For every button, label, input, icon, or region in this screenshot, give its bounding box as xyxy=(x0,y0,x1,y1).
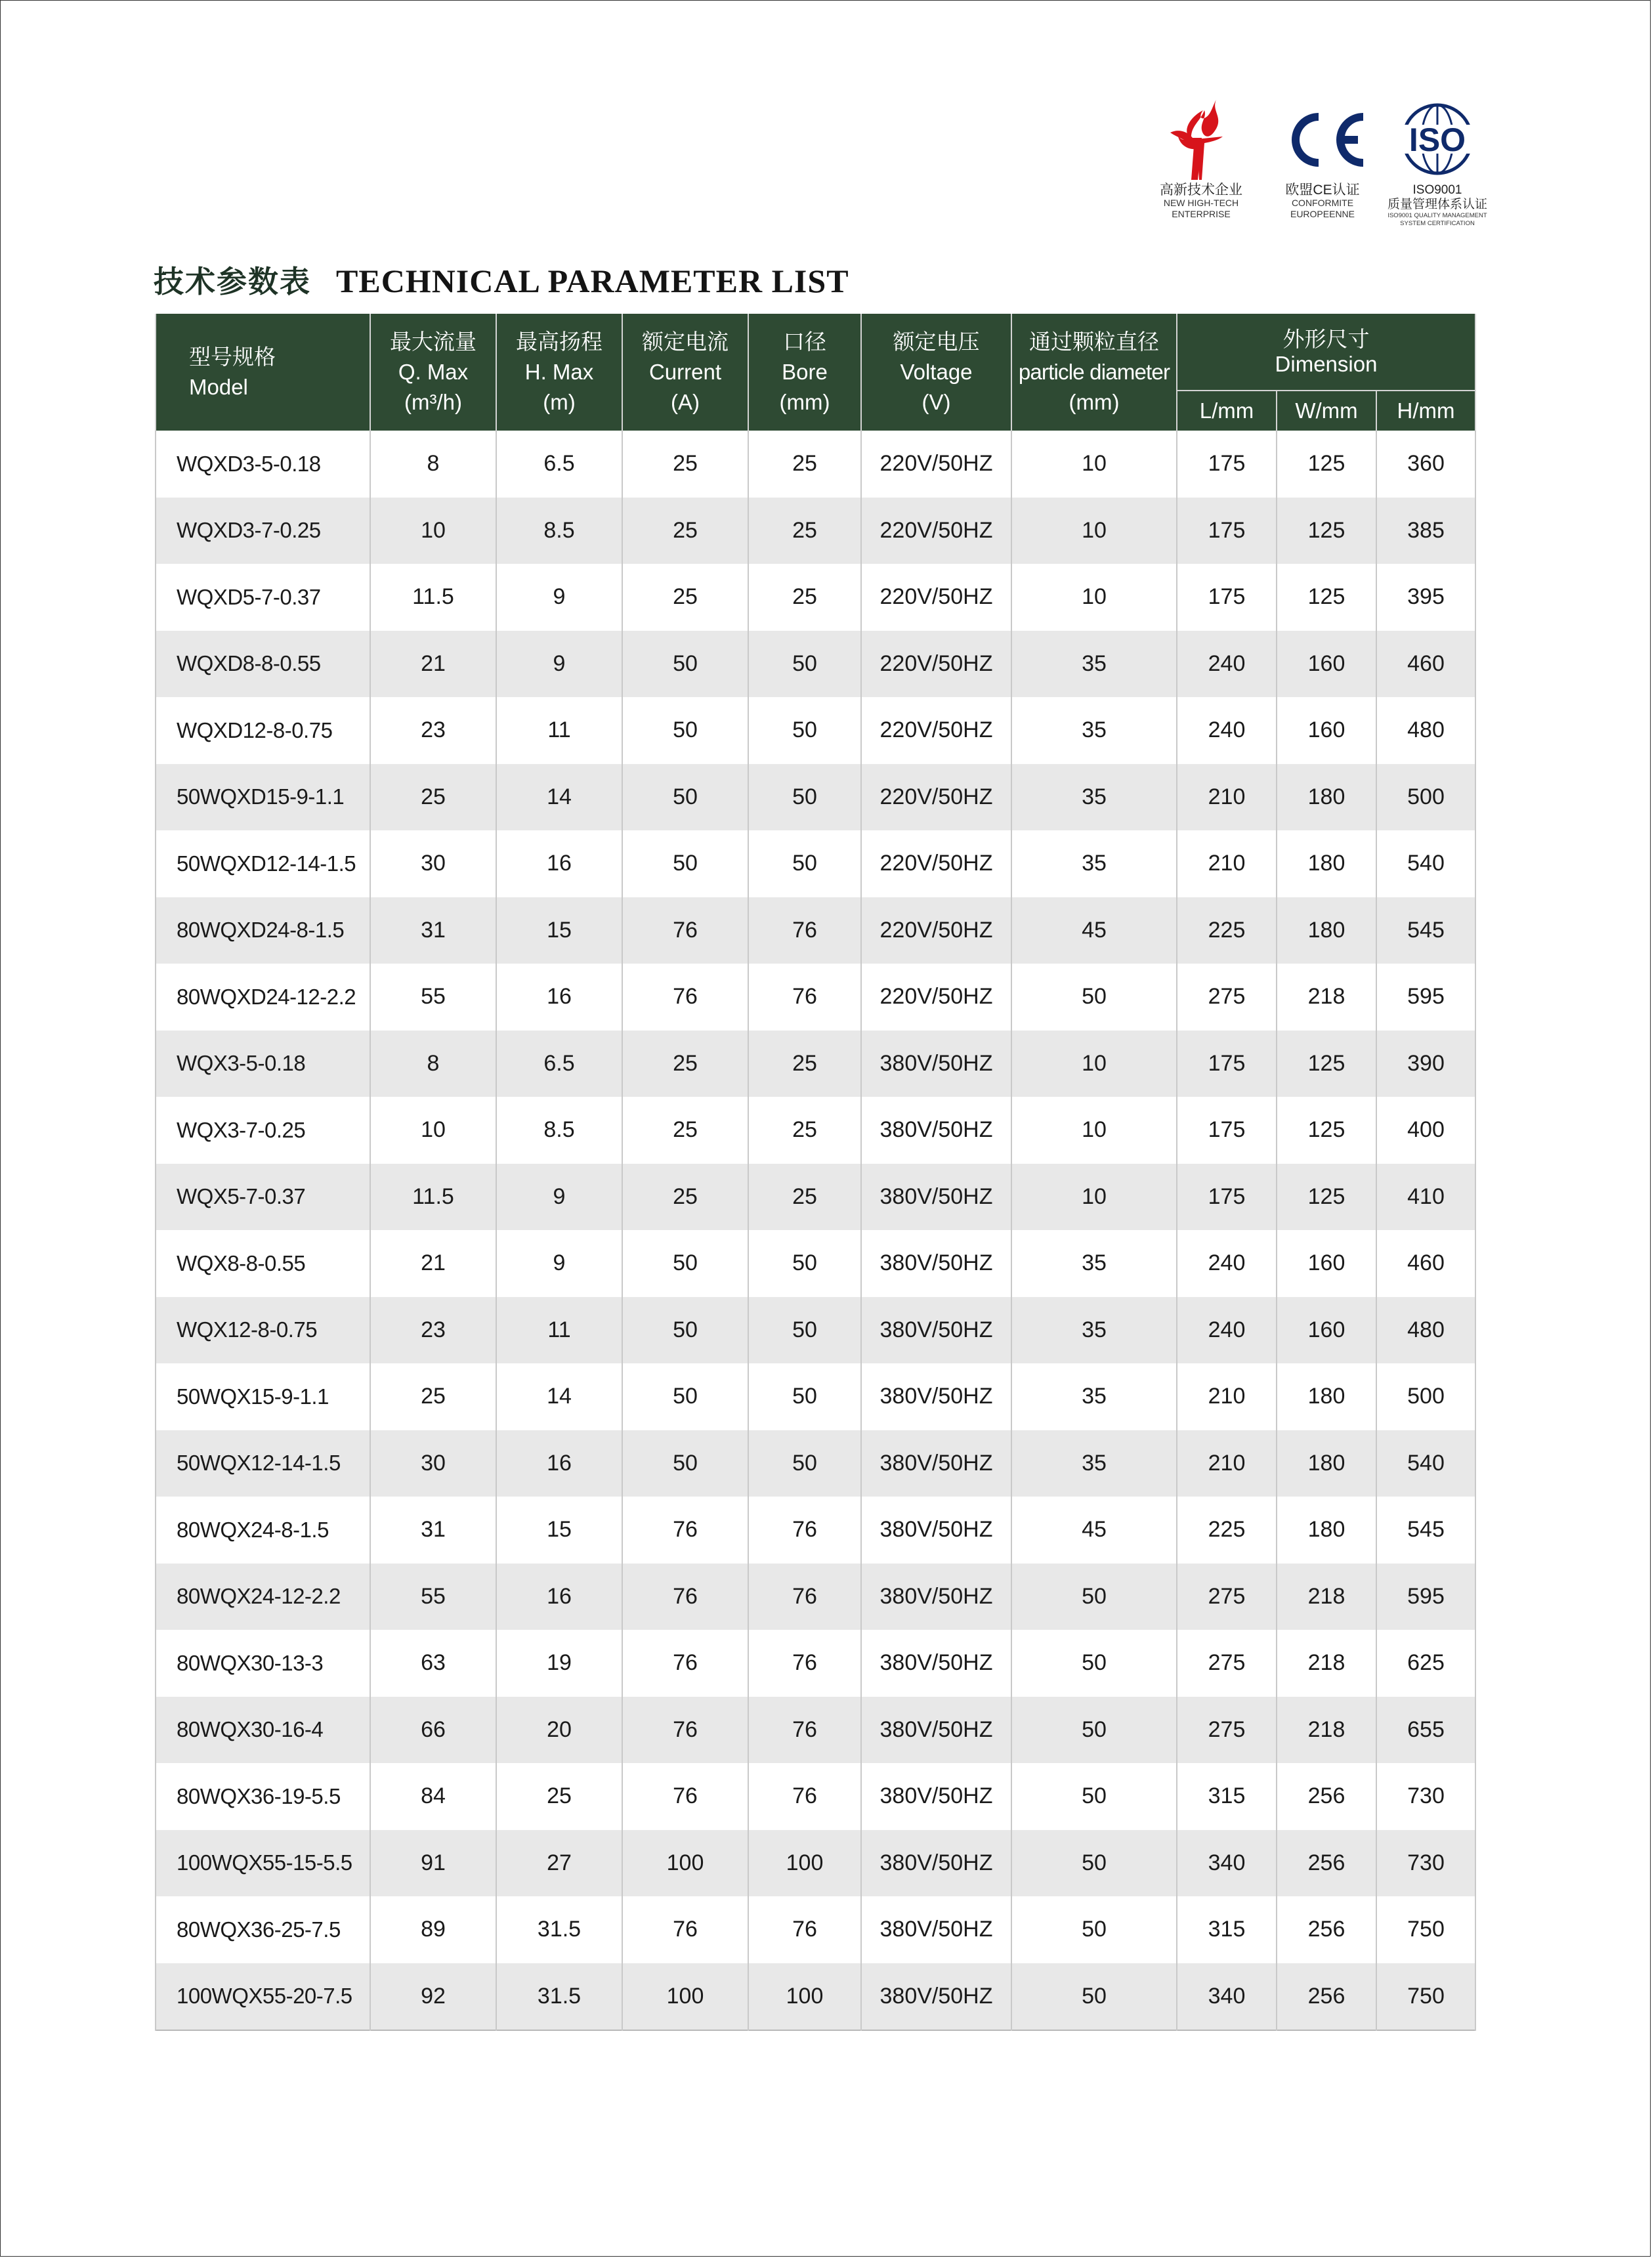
cell-hmax: 16 xyxy=(496,1430,622,1497)
cell-width: 256 xyxy=(1277,1830,1376,1897)
cell-model: 80WQX30-13-3 xyxy=(156,1630,370,1697)
cell-bore: 25 xyxy=(748,431,861,498)
table-row xyxy=(156,1497,1475,1564)
cell-voltage: 380V/50HZ xyxy=(861,1164,1011,1231)
cell-model: WQXD12-8-0.75 xyxy=(156,697,370,764)
cell-current: 50 xyxy=(622,830,748,897)
cert-cn-label: 欧盟CE认证 xyxy=(1285,182,1360,198)
cell-particle-diameter: 45 xyxy=(1011,897,1177,964)
cell-qmax: 23 xyxy=(370,697,496,764)
cell-length: 275 xyxy=(1177,1697,1277,1764)
cell-model: 100WQX55-15-5.5 xyxy=(156,1830,370,1897)
cell-model: 80WQXD24-12-2.2 xyxy=(156,964,370,1031)
header-voltage: 额定电压 Voltage (V) xyxy=(861,314,1011,431)
cell-bore: 50 xyxy=(748,1430,861,1497)
table-row xyxy=(156,1963,1475,2031)
cell-voltage: 380V/50HZ xyxy=(861,1363,1011,1430)
cell-hmax: 8.5 xyxy=(496,1097,622,1164)
cell-model: 80WQX24-8-1.5 xyxy=(156,1497,370,1564)
table-row xyxy=(156,1164,1475,1231)
header-bore: 口径 Bore (mm) xyxy=(748,314,861,431)
cert-iso-code: ISO9001 xyxy=(1412,183,1462,197)
table-row xyxy=(156,830,1475,897)
cell-current: 76 xyxy=(622,964,748,1031)
table-row xyxy=(156,1896,1475,1963)
header-dimension: 外形尺寸 Dimension xyxy=(1177,314,1475,391)
cell-width: 125 xyxy=(1277,1164,1376,1231)
cell-voltage: 220V/50HZ xyxy=(861,964,1011,1031)
header-qmax: 最大流量 Q. Max (m³/h) xyxy=(370,314,496,431)
cell-length: 210 xyxy=(1177,1430,1277,1497)
cell-particle-diameter: 50 xyxy=(1011,1630,1177,1697)
title-en: TECHNICAL PARAMETER LIST xyxy=(336,263,849,299)
table-row xyxy=(156,431,1475,498)
cell-bore: 25 xyxy=(748,564,861,631)
cell-model: 80WQX36-19-5.5 xyxy=(156,1763,370,1830)
cell-voltage: 220V/50HZ xyxy=(861,631,1011,698)
cell-current: 76 xyxy=(622,1763,748,1830)
cell-hmax: 6.5 xyxy=(496,431,622,498)
cell-voltage: 380V/50HZ xyxy=(861,1697,1011,1764)
cell-voltage: 380V/50HZ xyxy=(861,1830,1011,1897)
cell-height: 410 xyxy=(1376,1164,1475,1231)
cell-length: 275 xyxy=(1177,1630,1277,1697)
table-row xyxy=(156,1430,1475,1497)
cell-width: 180 xyxy=(1277,1363,1376,1430)
cell-voltage: 220V/50HZ xyxy=(861,431,1011,498)
cell-voltage: 380V/50HZ xyxy=(861,1497,1011,1564)
cell-voltage: 220V/50HZ xyxy=(861,830,1011,897)
cell-width: 218 xyxy=(1277,1630,1376,1697)
table-row xyxy=(156,764,1475,831)
cell-height: 360 xyxy=(1376,431,1475,498)
table-row xyxy=(156,697,1475,764)
cell-qmax: 30 xyxy=(370,830,496,897)
cell-height: 730 xyxy=(1376,1830,1475,1897)
cell-current: 76 xyxy=(622,1896,748,1963)
cell-voltage: 380V/50HZ xyxy=(861,1896,1011,1963)
cell-particle-diameter: 50 xyxy=(1011,1697,1177,1764)
cell-model: 50WQX15-9-1.1 xyxy=(156,1363,370,1430)
cell-current: 25 xyxy=(622,1164,748,1231)
technical-parameter-table xyxy=(155,314,1476,2031)
cert-en-line: EUROPEENNE xyxy=(1290,209,1355,219)
cell-qmax: 89 xyxy=(370,1896,496,1963)
cell-particle-diameter: 10 xyxy=(1011,431,1177,498)
cell-bore: 50 xyxy=(748,1230,861,1297)
table-row xyxy=(156,1031,1475,1097)
cell-height: 460 xyxy=(1376,631,1475,698)
cell-bore: 76 xyxy=(748,1697,861,1764)
cell-qmax: 66 xyxy=(370,1697,496,1764)
cell-qmax: 55 xyxy=(370,1564,496,1630)
cell-particle-diameter: 35 xyxy=(1011,697,1177,764)
cell-current: 76 xyxy=(622,1630,748,1697)
cell-width: 125 xyxy=(1277,564,1376,631)
cell-voltage: 220V/50HZ xyxy=(861,764,1011,831)
cell-current: 25 xyxy=(622,498,748,564)
cell-current: 76 xyxy=(622,1564,748,1630)
cell-height: 480 xyxy=(1376,697,1475,764)
table-row xyxy=(156,498,1475,564)
cell-qmax: 31 xyxy=(370,897,496,964)
cell-bore: 76 xyxy=(748,1763,861,1830)
cell-qmax: 25 xyxy=(370,1363,496,1430)
cell-bore: 50 xyxy=(748,1297,861,1364)
header-model: 型号规格 Model xyxy=(156,314,370,431)
cell-qmax: 11.5 xyxy=(370,564,496,631)
cell-length: 175 xyxy=(1177,431,1277,498)
cell-hmax: 31.5 xyxy=(496,1963,622,2031)
cell-current: 50 xyxy=(622,1363,748,1430)
cell-current: 76 xyxy=(622,897,748,964)
cell-qmax: 30 xyxy=(370,1430,496,1497)
header-width: W/mm xyxy=(1277,391,1376,431)
cell-qmax: 63 xyxy=(370,1630,496,1697)
cell-length: 175 xyxy=(1177,498,1277,564)
cell-length: 175 xyxy=(1177,1164,1277,1231)
cell-particle-diameter: 35 xyxy=(1011,1430,1177,1497)
cell-length: 240 xyxy=(1177,1230,1277,1297)
cell-bore: 50 xyxy=(748,631,861,698)
cell-hmax: 14 xyxy=(496,764,622,831)
cell-length: 275 xyxy=(1177,964,1277,1031)
table-row xyxy=(156,897,1475,964)
cell-hmax: 25 xyxy=(496,1763,622,1830)
cell-bore: 50 xyxy=(748,1363,861,1430)
cell-qmax: 11.5 xyxy=(370,1164,496,1231)
cell-hmax: 11 xyxy=(496,697,622,764)
header-current: 额定电流 Current (A) xyxy=(622,314,748,431)
cell-length: 240 xyxy=(1177,697,1277,764)
table-row xyxy=(156,1697,1475,1764)
cell-width: 160 xyxy=(1277,697,1376,764)
cell-qmax: 21 xyxy=(370,1230,496,1297)
page-title xyxy=(154,258,849,301)
cell-bore: 25 xyxy=(748,1164,861,1231)
cell-length: 175 xyxy=(1177,1097,1277,1164)
cell-current: 76 xyxy=(622,1697,748,1764)
cell-particle-diameter: 10 xyxy=(1011,1031,1177,1097)
high-tech-enterprise-badge xyxy=(1145,98,1257,220)
cell-particle-diameter: 10 xyxy=(1011,564,1177,631)
cell-length: 275 xyxy=(1177,1564,1277,1630)
cell-hmax: 31.5 xyxy=(496,1896,622,1963)
cell-particle-diameter: 50 xyxy=(1011,1763,1177,1830)
cell-bore: 76 xyxy=(748,1497,861,1564)
cell-particle-diameter: 50 xyxy=(1011,1830,1177,1897)
cell-hmax: 15 xyxy=(496,897,622,964)
cell-hmax: 11 xyxy=(496,1297,622,1364)
cell-particle-diameter: 35 xyxy=(1011,1363,1177,1430)
cell-hmax: 19 xyxy=(496,1630,622,1697)
cell-qmax: 10 xyxy=(370,498,496,564)
cell-model: WQXD8-8-0.55 xyxy=(156,631,370,698)
cell-hmax: 6.5 xyxy=(496,1031,622,1097)
cell-height: 540 xyxy=(1376,1430,1475,1497)
cell-length: 175 xyxy=(1177,564,1277,631)
cell-length: 315 xyxy=(1177,1896,1277,1963)
header-particle-diameter: 通过颗粒直径 particle diameter (mm) xyxy=(1011,314,1177,431)
cell-current: 50 xyxy=(622,697,748,764)
table-row xyxy=(156,631,1475,698)
cert-en-line: ISO9001 QUALITY MANAGEMENT xyxy=(1387,212,1487,219)
cell-model: 50WQXD15-9-1.1 xyxy=(156,764,370,831)
table-row xyxy=(156,1564,1475,1630)
cell-voltage: 380V/50HZ xyxy=(861,1097,1011,1164)
cell-current: 25 xyxy=(622,1031,748,1097)
cell-hmax: 14 xyxy=(496,1363,622,1430)
table-row xyxy=(156,1363,1475,1430)
cell-hmax: 20 xyxy=(496,1697,622,1764)
cell-particle-diameter: 10 xyxy=(1011,1097,1177,1164)
cell-height: 545 xyxy=(1376,897,1475,964)
cell-voltage: 220V/50HZ xyxy=(861,564,1011,631)
iso9001-certification-badge xyxy=(1382,98,1493,228)
cell-length: 175 xyxy=(1177,1031,1277,1097)
cell-height: 460 xyxy=(1376,1230,1475,1297)
ce-mark-icon xyxy=(1277,98,1368,181)
cell-bore: 100 xyxy=(748,1830,861,1897)
table-row xyxy=(156,964,1475,1031)
cell-model: 50WQXD12-14-1.5 xyxy=(156,830,370,897)
cell-height: 595 xyxy=(1376,964,1475,1031)
cell-current: 100 xyxy=(622,1830,748,1897)
cell-bore: 76 xyxy=(748,1630,861,1697)
cell-bore: 25 xyxy=(748,498,861,564)
cell-current: 76 xyxy=(622,1497,748,1564)
cert-en-line: CONFORMITE xyxy=(1291,198,1354,208)
cell-model: 80WQX24-12-2.2 xyxy=(156,1564,370,1630)
cell-length: 210 xyxy=(1177,830,1277,897)
header-height: H/mm xyxy=(1376,391,1475,431)
cell-qmax: 10 xyxy=(370,1097,496,1164)
cell-model: WQXD3-5-0.18 xyxy=(156,431,370,498)
cell-height: 540 xyxy=(1376,830,1475,897)
cell-model: 80WQX30-16-4 xyxy=(156,1697,370,1764)
cell-model: 50WQX12-14-1.5 xyxy=(156,1430,370,1497)
cell-height: 500 xyxy=(1376,764,1475,831)
cell-height: 500 xyxy=(1376,1363,1475,1430)
table-row xyxy=(156,1297,1475,1364)
cell-current: 100 xyxy=(622,1963,748,2031)
cell-particle-diameter: 50 xyxy=(1011,964,1177,1031)
cell-height: 395 xyxy=(1376,564,1475,631)
cell-current: 50 xyxy=(622,631,748,698)
cell-hmax: 9 xyxy=(496,564,622,631)
cell-particle-diameter: 50 xyxy=(1011,1963,1177,2031)
svg-text:ISO: ISO xyxy=(1408,121,1466,158)
cell-length: 240 xyxy=(1177,1297,1277,1364)
cell-length: 315 xyxy=(1177,1763,1277,1830)
cell-width: 256 xyxy=(1277,1896,1376,1963)
cell-width: 256 xyxy=(1277,1763,1376,1830)
cell-hmax: 9 xyxy=(496,1164,622,1231)
cell-width: 160 xyxy=(1277,1297,1376,1364)
cell-qmax: 92 xyxy=(370,1963,496,2031)
cell-qmax: 25 xyxy=(370,764,496,831)
cell-bore: 50 xyxy=(748,764,861,831)
cell-model: WQXD5-7-0.37 xyxy=(156,564,370,631)
cell-length: 340 xyxy=(1177,1830,1277,1897)
cell-length: 210 xyxy=(1177,764,1277,831)
cell-voltage: 220V/50HZ xyxy=(861,697,1011,764)
cell-model: 80WQX36-25-7.5 xyxy=(156,1896,370,1963)
cell-voltage: 380V/50HZ xyxy=(861,1430,1011,1497)
cell-particle-diameter: 35 xyxy=(1011,1297,1177,1364)
cell-voltage: 220V/50HZ xyxy=(861,897,1011,964)
cell-current: 25 xyxy=(622,564,748,631)
cell-height: 400 xyxy=(1376,1097,1475,1164)
iso-globe-logo-icon xyxy=(1395,98,1480,181)
cell-height: 655 xyxy=(1376,1697,1475,1764)
cell-height: 480 xyxy=(1376,1297,1475,1364)
cell-model: WQX5-7-0.37 xyxy=(156,1164,370,1231)
cert-en-line: ENTERPRISE xyxy=(1172,209,1231,219)
cert-cn-label: 高新技术企业 xyxy=(1160,182,1242,198)
cell-qmax: 21 xyxy=(370,631,496,698)
cell-model: 80WQXD24-8-1.5 xyxy=(156,897,370,964)
cell-model: 100WQX55-20-7.5 xyxy=(156,1963,370,2031)
cell-width: 180 xyxy=(1277,830,1376,897)
cell-width: 180 xyxy=(1277,897,1376,964)
cell-current: 25 xyxy=(622,1097,748,1164)
cell-voltage: 380V/50HZ xyxy=(861,1763,1011,1830)
cell-voltage: 380V/50HZ xyxy=(861,1230,1011,1297)
cell-length: 225 xyxy=(1177,897,1277,964)
cell-length: 210 xyxy=(1177,1363,1277,1430)
cell-model: WQX3-7-0.25 xyxy=(156,1097,370,1164)
cell-qmax: 8 xyxy=(370,431,496,498)
cell-hmax: 9 xyxy=(496,631,622,698)
cell-height: 625 xyxy=(1376,1630,1475,1697)
cell-bore: 76 xyxy=(748,964,861,1031)
cell-voltage: 380V/50HZ xyxy=(861,1297,1011,1364)
cell-width: 218 xyxy=(1277,964,1376,1031)
cell-particle-diameter: 35 xyxy=(1011,1230,1177,1297)
cell-current: 25 xyxy=(622,431,748,498)
table-row xyxy=(156,1230,1475,1297)
header-row xyxy=(156,314,1475,391)
cell-hmax: 16 xyxy=(496,830,622,897)
cell-width: 160 xyxy=(1277,1230,1376,1297)
table-row xyxy=(156,564,1475,631)
cell-model: WQXD3-7-0.25 xyxy=(156,498,370,564)
cert-en-line: NEW HIGH-TECH xyxy=(1163,198,1239,208)
cell-voltage: 380V/50HZ xyxy=(861,1564,1011,1630)
cell-bore: 76 xyxy=(748,1896,861,1963)
flame-torch-logo-icon xyxy=(1165,98,1237,181)
cell-hmax: 15 xyxy=(496,1497,622,1564)
cell-length: 225 xyxy=(1177,1497,1277,1564)
cell-bore: 76 xyxy=(748,1564,861,1630)
cell-hmax: 8.5 xyxy=(496,498,622,564)
cell-bore: 50 xyxy=(748,697,861,764)
cell-width: 256 xyxy=(1277,1963,1376,2031)
cell-voltage: 220V/50HZ xyxy=(861,498,1011,564)
cell-bore: 76 xyxy=(748,897,861,964)
cell-width: 160 xyxy=(1277,631,1376,698)
cell-particle-diameter: 45 xyxy=(1011,1497,1177,1564)
cell-bore: 25 xyxy=(748,1031,861,1097)
cell-hmax: 16 xyxy=(496,1564,622,1630)
cell-qmax: 23 xyxy=(370,1297,496,1364)
table-row xyxy=(156,1830,1475,1897)
cell-particle-diameter: 35 xyxy=(1011,631,1177,698)
cert-en-line: SYSTEM CERTIFICATION xyxy=(1400,220,1475,227)
cell-width: 125 xyxy=(1277,431,1376,498)
cell-width: 180 xyxy=(1277,1430,1376,1497)
cell-voltage: 380V/50HZ xyxy=(861,1630,1011,1697)
table-row xyxy=(156,1630,1475,1697)
cell-bore: 25 xyxy=(748,1097,861,1164)
cell-width: 180 xyxy=(1277,764,1376,831)
cell-model: WQX12-8-0.75 xyxy=(156,1297,370,1364)
cell-hmax: 27 xyxy=(496,1830,622,1897)
cell-height: 545 xyxy=(1376,1497,1475,1564)
table-row xyxy=(156,1763,1475,1830)
cell-qmax: 84 xyxy=(370,1763,496,1830)
cell-hmax: 9 xyxy=(496,1230,622,1297)
cell-bore: 50 xyxy=(748,830,861,897)
cell-model: WQX8-8-0.55 xyxy=(156,1230,370,1297)
cell-width: 125 xyxy=(1277,498,1376,564)
cell-voltage: 380V/50HZ xyxy=(861,1031,1011,1097)
cell-width: 125 xyxy=(1277,1097,1376,1164)
cert-cn-label: 质量管理体系认证 xyxy=(1387,198,1487,211)
cell-current: 50 xyxy=(622,1230,748,1297)
table-row xyxy=(156,1097,1475,1164)
cell-particle-diameter: 35 xyxy=(1011,830,1177,897)
cell-current: 50 xyxy=(622,1430,748,1497)
cell-height: 730 xyxy=(1376,1763,1475,1830)
cell-height: 750 xyxy=(1376,1963,1475,2031)
cell-width: 180 xyxy=(1277,1497,1376,1564)
cell-width: 218 xyxy=(1277,1697,1376,1764)
cell-qmax: 55 xyxy=(370,964,496,1031)
cell-height: 595 xyxy=(1376,1564,1475,1630)
table-body xyxy=(156,431,1475,2030)
certification-logos xyxy=(1145,98,1500,230)
cell-height: 750 xyxy=(1376,1896,1475,1963)
header-hmax: 最高扬程 H. Max (m) xyxy=(496,314,622,431)
cell-qmax: 91 xyxy=(370,1830,496,1897)
cell-width: 125 xyxy=(1277,1031,1376,1097)
header-length: L/mm xyxy=(1177,391,1277,431)
cell-hmax: 16 xyxy=(496,964,622,1031)
cell-current: 50 xyxy=(622,764,748,831)
cell-particle-diameter: 35 xyxy=(1011,764,1177,831)
cell-length: 240 xyxy=(1177,631,1277,698)
cell-particle-diameter: 10 xyxy=(1011,1164,1177,1231)
cell-width: 218 xyxy=(1277,1564,1376,1630)
cell-height: 390 xyxy=(1376,1031,1475,1097)
cell-current: 50 xyxy=(622,1297,748,1364)
cell-length: 340 xyxy=(1177,1963,1277,2031)
title-cn: 技术参数表 xyxy=(154,264,311,299)
cell-particle-diameter: 10 xyxy=(1011,498,1177,564)
cell-model: WQX3-5-0.18 xyxy=(156,1031,370,1097)
cell-particle-diameter: 50 xyxy=(1011,1564,1177,1630)
cell-qmax: 31 xyxy=(370,1497,496,1564)
cell-voltage: 380V/50HZ xyxy=(861,1963,1011,2031)
cell-qmax: 8 xyxy=(370,1031,496,1097)
cell-particle-diameter: 50 xyxy=(1011,1896,1177,1963)
cell-bore: 100 xyxy=(748,1963,861,2031)
cell-height: 385 xyxy=(1376,498,1475,564)
ce-certification-badge xyxy=(1267,98,1378,220)
